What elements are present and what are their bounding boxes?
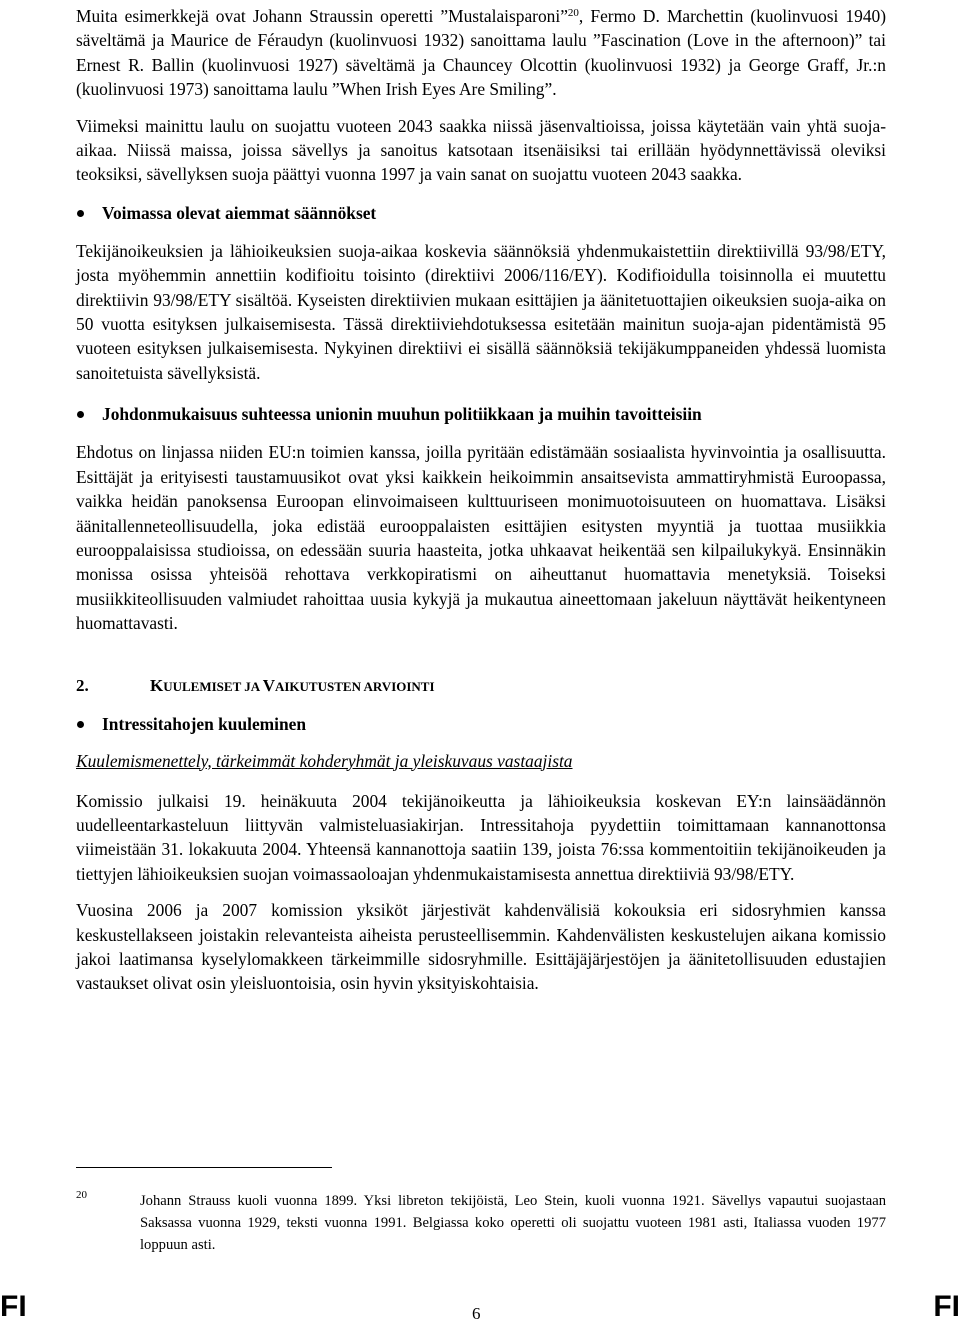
heading-johdonmukaisuus-text: Johdonmukaisuus suhteessa unionin muuhun politiikkaan ja muihin tavoitteisiin	[102, 404, 702, 425]
intro-paragraph-2: Viimeksi mainittu laulu on suojattu vuoteen 2043 saakka niissä jäsenvaltioissa, joissa käytetään vain yhtä suoja-aikaa. Niissä maissa, joissa sävellys ja sanoitus katsotaan itsenäisiksi tai erillään hyödynnettävissä oleviksi teoksiksi, sävellyksen suoja päättyi vuonna 1997 ja vain sanat on suojattu vuoteen 2043 saakka.	[76, 115, 886, 185]
heading-intressitahojen	[76, 712, 886, 736]
footer-language-left: FI	[0, 1290, 27, 1323]
bullet-icon	[77, 210, 84, 217]
subheading-kuulemismenettely: Kuulemismenettely, tärkeimmät kohderyhmät ja yleiskuvaus vastaajista	[76, 750, 573, 771]
section-2-title-initial-1: K	[150, 675, 164, 695]
section-2-number: 2.	[76, 675, 89, 695]
intro-text-a: Muita esimerkkejä ovat Johann Straussin operetti ”Mustalaisparoni”	[76, 6, 568, 26]
intro-text-b: , Fermo D. Marchettin (kuolinvuosi 1940) säveltämä ja Maurice de Féraudyn (kuolinvuosi 1932) sanoittama laulu ”Fascination (Love in the afternoon)” tai Ernest R. Ballin (kuolinvuosi 1927) säveltämä ja Chauncey Olcottin (kuolinvuosi 1932) ja George Graff, Jr.:n (kuolinvuosi 1973) sanoittama laulu ”When Irish Eyes Are Smiling”.	[76, 6, 887, 100]
section-2-title-part-2: AIKUTUSTEN ARVIOINTI	[274, 678, 435, 694]
intro-paragraph-1	[76, 4, 886, 102]
voimassa-paragraph: Tekijänoikeuksien ja lähioikeuksien suoja-aikaa koskevia säännöksiä yhdenmukaistettiin direktiivillä 93/98/ETY, josta myöhemmin annettiin kodifioitu toisinto (direktiivi 2006/116/EY). Kodifioidulla toisinnolla ei muutettu direktiivin 93/98/ETY sisältöä. Kyseisten direktiivien mukaan esittäjien ja äänitetuottajien oikeuksien suoja-aika on 50 vuotta esityksen julkaisemisesta. Tässä direktiiviehdotuksessa esitetään mainitun suoja-ajan pidentämistä 95 vuoteen esityksen julkaisemisesta. Nykyinen direktiivi ei sisällä säännöksiä tekijäkumppaneiden yhdessä luomista sanoitetuista sävellyksistä.	[76, 240, 886, 383]
heading-johdonmukaisuus	[76, 402, 886, 426]
footnote-separator	[76, 1167, 332, 1168]
footnote-number: 20	[76, 1189, 87, 1201]
section-2-heading	[76, 674, 886, 699]
footer-language-right: FI	[933, 1290, 960, 1323]
footnote-text: Johann Strauss kuoli vuonna 1899. Yksi libreton tekijöistä, Leo Stein, kuoli vuonna 1921. Sävellys vapautui suojastaan Saksassa vuonna 1929, teksti vuonna 1991. Belgiassa koko operetti oli suojattu vuoteen 1981 asti, Italiassa vuoden 1977 loppuun asti.	[140, 1193, 886, 1253]
heading-voimassa	[76, 201, 886, 225]
bullet-icon	[77, 411, 84, 418]
section-2-title-initial-2: V	[262, 675, 275, 695]
section-2-title-part-1: UULEMISET JA	[163, 678, 263, 694]
footnote	[76, 1190, 886, 1256]
heading-intressitahojen-text: Intressitahojen kuuleminen	[102, 713, 307, 734]
bullet-icon	[77, 721, 84, 728]
intressi-paragraph-2: Vuosina 2006 ja 2007 komission yksiköt järjestivät kahdenvälisiä kokouksia eri sidosryhmien kanssa keskustellakseen joistakin relevanteista aiheista perusteellisemmin. Kahdenvälisten keskustelujen aikana komissio jakoi laatimansa kyselylomakkeen tärkeimmille sidosryhmille. Esittäjäjärjestöjen ja äänitetollisuuden edustajien vastaukset olivat osin yleisluontoisia, osin hyvin yksityiskohtaisia.	[76, 900, 886, 994]
heading-voimassa-text: Voimassa olevat aiemmat säännökset	[102, 202, 377, 223]
page-number: 6	[472, 1304, 481, 1323]
johdonmukaisuus-paragraph: Ehdotus on linjassa niiden EU:n toimien kanssa, joilla pyritään edistämään sosiaalista hyvinvointia ja osallisuutta. Esittäjät ja erityisesti taustamuusikot ovat yksi kaikkein heikoimmin ansaitsevista ammattiryhmistä Euroopassa, vaikka heidän panoksensa Euroopan elinvoimaiseen kulttuuriseen monimuotoisuuteen on huomattava. Lisäksi äänitallenneteollisuudella, joka edistää eurooppalaisten esittäjien esitysten myyntiä ja tuottaa musiikkia eurooppalaisissa studioissa, on edessään suuria haasteita, jotka uhkaavat heikentää sen kilpailukykyä. Ensinnäkin monissa osissa yhteisöä rehottava verkkopiratismi on aiheuttanut huomattavia menetyksiä. Toiseksi musiikkiteollisuuden valmiudet rahoittaa uusia kykyjä ja mukautua aineettomaan jakeluun näyttävät heikentyneen huomattavasti.	[76, 442, 886, 634]
intressi-paragraph-1: Komissio julkaisi 19. heinäkuuta 2004 tekijänoikeutta ja lähioikeuksia koskevan EY:n lainsäädännön uudelleentarkasteluun liittyvän valmisteluasiakirjan. Intressitahoja pyydettiin toimittamaan kannanottonsa viimeistään 31. lokakuuta 2004. Yhteensä kannanottoja saatiin 139, joista 76:ssa kommentoitiin tekijänoikeuden ja tiettyjen lähioikeuksien suojan voimassaoloajan yhdenmukaistamisesta annettua direktiiviä 93/98/ETY.	[76, 790, 886, 884]
document-body	[76, 4, 886, 996]
footnote-ref[interactable]: 20	[567, 7, 579, 19]
